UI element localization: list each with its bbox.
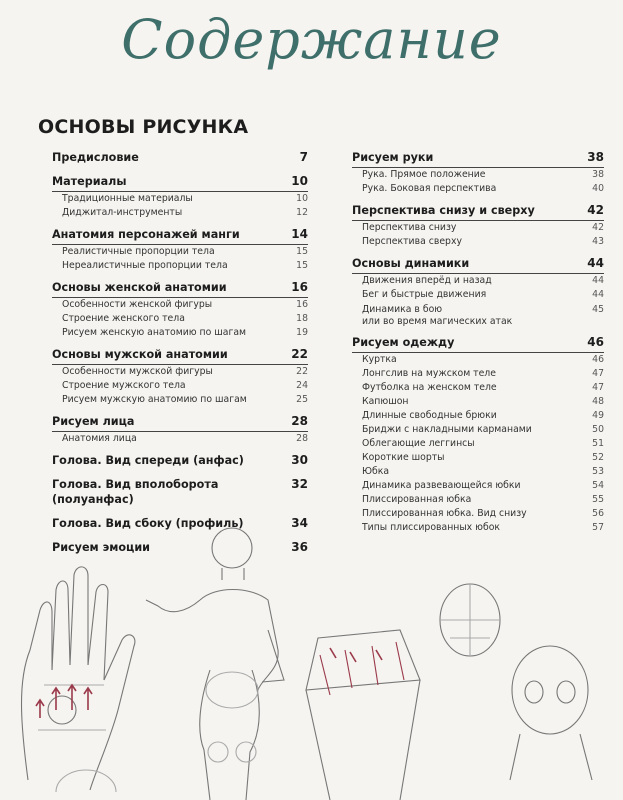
toc-item-page: 50 [592, 424, 604, 435]
toc-item[interactable] [352, 381, 604, 395]
toc-item-page: 44 [592, 289, 604, 300]
toc-chapter[interactable] [352, 335, 604, 353]
toc-item-page: 55 [592, 494, 604, 505]
toc-chapter-title: Голова. Вид сбоку (профиль) [52, 517, 244, 530]
toc-item-title: Лонгслив на мужском теле [362, 368, 496, 379]
toc-item-page: 47 [592, 382, 604, 393]
toc-item-page: 24 [296, 380, 308, 391]
toc-item-title: Перспектива снизу [362, 222, 457, 233]
toc-item[interactable] [352, 182, 604, 196]
toc-item-page: 16 [296, 299, 308, 310]
toc-item-title: Рука. Боковая перспектива [362, 183, 497, 194]
toc-item-page: 15 [296, 260, 308, 271]
toc-item-page: 12 [296, 207, 308, 218]
toc-item-page: 53 [592, 466, 604, 477]
toc-chapter-title: Рисуем руки [352, 151, 434, 164]
toc-group [52, 414, 308, 446]
toc-item-title: Куртка [362, 354, 397, 365]
toc-item-title: Динамика развевающейся юбки [362, 480, 521, 491]
toc-group [52, 227, 308, 273]
toc-item[interactable] [52, 259, 308, 273]
toc-item-page: 51 [592, 438, 604, 449]
toc-item-page: 48 [592, 396, 604, 407]
toc-item-title: Строение мужского тела [62, 380, 186, 391]
toc-item-title: Движения вперёд и назад [362, 275, 492, 286]
toc-item-title: Длинные свободные брюки [362, 410, 497, 421]
toc-chapter[interactable] [52, 174, 308, 192]
toc-item[interactable] [52, 432, 308, 446]
toc-group [52, 477, 308, 509]
toc-item-title: Рисуем женскую анатомию по шагам [62, 327, 247, 338]
toc-item-page: 56 [592, 508, 604, 519]
toc-chapter-title: Голова. Вид вполоборота (полуанфас) [52, 478, 219, 506]
toc-chapter-title: Голова. Вид спереди (анфас) [52, 454, 244, 467]
toc-item-page: 28 [296, 433, 308, 444]
toc-chapter-title: Перспектива снизу и сверху [352, 204, 535, 217]
toc-item-page: 18 [296, 313, 308, 324]
toc-item[interactable] [52, 393, 308, 407]
toc-chapter[interactable] [52, 150, 308, 167]
toc-item-page: 49 [592, 410, 604, 421]
toc-chapter-title: Рисуем эмоции [52, 541, 151, 554]
toc-chapter-page: 44 [587, 256, 604, 270]
toc-chapter-page: 28 [291, 414, 308, 428]
toc-group [352, 335, 604, 535]
toc-group [52, 453, 308, 470]
toc-chapter[interactable] [352, 256, 604, 274]
skirt-sketch [306, 630, 420, 800]
toc-group [52, 174, 308, 220]
toc-group [352, 256, 604, 328]
toc-item-title: Рука. Прямое положение [362, 169, 486, 180]
toc-right-column [352, 150, 604, 542]
toc-chapter-title: Рисуем одежду [352, 336, 455, 349]
toc-item[interactable] [352, 479, 604, 493]
toc-item[interactable] [52, 379, 308, 393]
toc-item[interactable] [52, 206, 308, 220]
toc-item[interactable] [352, 221, 604, 235]
toc-item-title: Особенности женской фигуры [62, 299, 213, 310]
toc-chapter-page: 22 [291, 347, 308, 361]
toc-chapter-title: Предисловие [52, 151, 139, 164]
toc-item-title: Строение женского тела [62, 313, 185, 324]
toc-chapter-page: 38 [587, 150, 604, 164]
toc-item[interactable] [352, 168, 604, 182]
figure-sketch [146, 528, 284, 800]
toc-item[interactable] [52, 298, 308, 312]
toc-item[interactable] [352, 302, 604, 328]
head-sketch-anime [510, 646, 592, 780]
toc-item[interactable] [352, 395, 604, 409]
toc-chapter-page: 34 [291, 516, 308, 530]
toc-item[interactable] [52, 326, 308, 340]
toc-item[interactable] [352, 409, 604, 423]
toc-item[interactable] [352, 437, 604, 451]
section-heading: ОСНОВЫ РИСУНКА [38, 116, 249, 138]
toc-chapter[interactable] [52, 347, 308, 365]
toc-chapter[interactable] [52, 414, 308, 432]
toc-group [352, 150, 604, 196]
toc-left-column [52, 150, 308, 564]
toc-item-page: 54 [592, 480, 604, 491]
toc-chapter-title: Материалы [52, 175, 127, 188]
head-sketch-front [440, 584, 500, 656]
toc-item-title: Футболка на женском теле [362, 382, 497, 393]
toc-chapter[interactable] [352, 150, 604, 168]
toc-group [352, 203, 604, 249]
toc-chapter-page: 7 [299, 150, 308, 164]
hand-sketch [22, 567, 135, 792]
toc-item-title: Типы плиссированных юбок [362, 522, 501, 533]
toc-item-page: 40 [592, 183, 604, 194]
toc-item[interactable] [352, 465, 604, 479]
page-title: Содержание [121, 8, 502, 71]
toc-chapter[interactable] [52, 477, 308, 509]
toc-group [52, 347, 308, 407]
toc-item[interactable] [352, 493, 604, 507]
toc-group [52, 150, 308, 167]
anatomy-sketches [0, 520, 623, 800]
toc-item-title: Капюшон [362, 396, 409, 407]
toc-item[interactable] [52, 192, 308, 206]
toc-item[interactable] [52, 312, 308, 326]
toc-item-page: 15 [296, 246, 308, 257]
toc-chapter-page: 42 [587, 203, 604, 217]
toc-item-title: Облегающие леггинсы [362, 438, 475, 449]
toc-item-title: Короткие шорты [362, 452, 445, 463]
toc-item-page: 46 [592, 354, 604, 365]
toc-item[interactable] [52, 245, 308, 259]
toc-chapter-page: 14 [291, 227, 308, 241]
toc-item-title: Бриджи с накладными карманами [362, 424, 532, 435]
toc-item-page: 47 [592, 368, 604, 379]
toc-chapter[interactable] [352, 203, 604, 221]
toc-chapter[interactable] [52, 453, 308, 470]
toc-chapter-title: Основы мужской анатомии [52, 348, 228, 361]
toc-item-title: Плиссированная юбка. Вид снизу [362, 508, 527, 519]
toc-chapter-page: 32 [291, 477, 308, 491]
toc-item-title: Перспектива сверху [362, 236, 462, 247]
toc-item[interactable] [352, 423, 604, 437]
toc-item-page: 10 [296, 193, 308, 204]
toc-item-title: Диджитал-инструменты [62, 207, 183, 218]
toc-item[interactable] [352, 353, 604, 367]
toc-item-title: Анатомия лица [62, 433, 137, 444]
toc-item-title: Юбка [362, 466, 390, 477]
toc-item[interactable] [352, 451, 604, 465]
toc-chapter-title: Основы женской анатомии [52, 281, 227, 294]
toc-chapter-page: 10 [291, 174, 308, 188]
toc-item[interactable] [52, 365, 308, 379]
toc-item[interactable] [352, 274, 604, 288]
toc-chapter-page: 46 [587, 335, 604, 349]
toc-item-page: 19 [296, 327, 308, 338]
toc-item-page: 38 [592, 169, 604, 180]
toc-item-page: 25 [296, 394, 308, 405]
toc-item-title: Особенности мужской фигуры [62, 366, 213, 377]
toc-item-title: Рисуем мужскую анатомию по шагам [62, 394, 247, 405]
toc-item[interactable] [352, 288, 604, 302]
toc-item[interactable] [352, 235, 604, 249]
toc-item-page: 22 [296, 366, 308, 377]
toc-item-page: 44 [592, 275, 604, 286]
toc-chapter-title: Рисуем лица [52, 415, 135, 428]
toc-item-page: 43 [592, 236, 604, 247]
toc-chapter-page: 16 [291, 280, 308, 294]
toc-item-page: 45 [592, 304, 604, 315]
toc-group [52, 280, 308, 340]
toc-chapter-title: Анатомия персонажей манги [52, 228, 240, 241]
toc-chapter[interactable] [52, 280, 308, 298]
toc-chapter-title: Основы динамики [352, 257, 470, 270]
toc-item-page: 57 [592, 522, 604, 533]
toc-item[interactable] [352, 367, 604, 381]
toc-chapter-page: 36 [291, 540, 308, 554]
toc-chapter-page: 30 [291, 453, 308, 467]
toc-item-page: 42 [592, 222, 604, 233]
toc-item-title: Нереалистичные пропорции тела [62, 260, 228, 271]
toc-item-title: Динамика в бою или во время магических атак [362, 304, 513, 327]
toc-item-title: Реалистичные пропорции тела [62, 246, 215, 257]
toc-item-title: Плиссированная юбка [362, 494, 472, 505]
toc-item[interactable] [352, 507, 604, 521]
toc-item-page: 52 [592, 452, 604, 463]
toc-item-title: Традиционные материалы [62, 193, 193, 204]
toc-item-title: Бег и быстрые движения [362, 289, 487, 300]
toc-chapter[interactable] [52, 227, 308, 245]
